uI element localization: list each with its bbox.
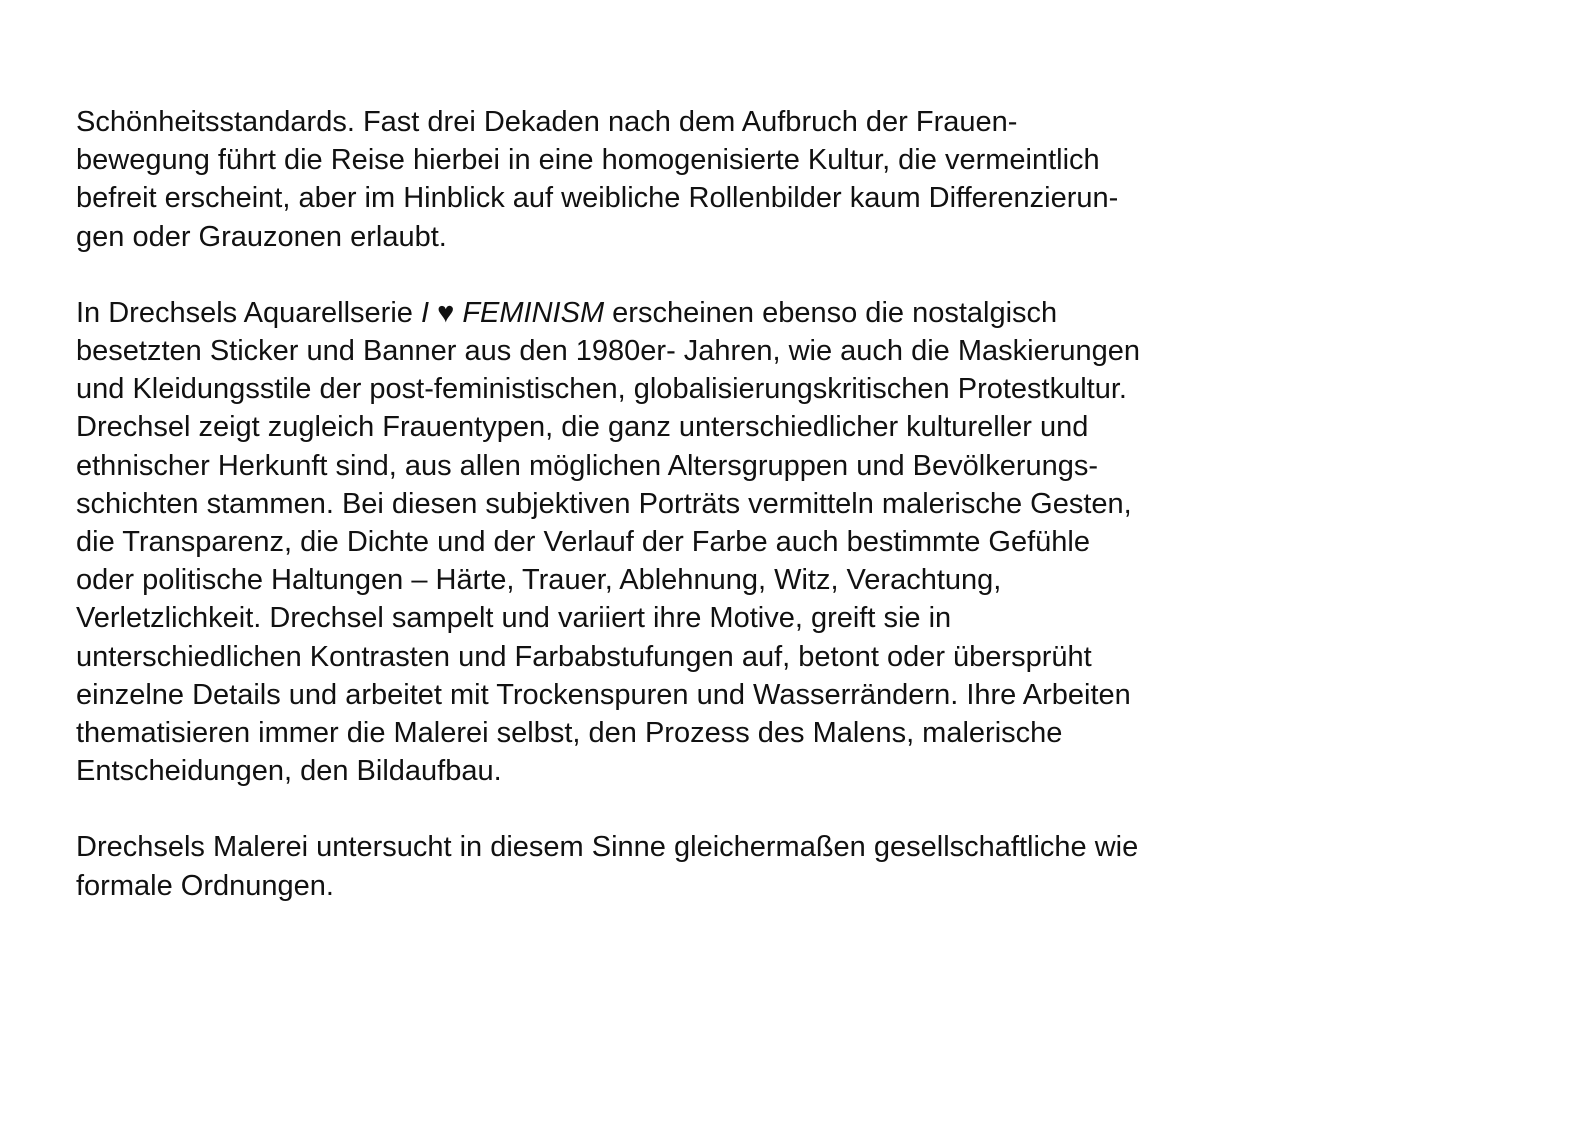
paragraph-spacer xyxy=(76,256,1276,294)
document-page xyxy=(76,103,1276,905)
paragraph-spacer xyxy=(76,790,1276,828)
text-line: einzelne Details und arbeitet mit Trockenspuren und Wasserrändern. Ihre Arbeiten xyxy=(76,678,1131,711)
paragraph-1 xyxy=(76,103,1276,256)
paragraph-2 xyxy=(76,294,1276,791)
paragraph-3 xyxy=(76,828,1276,904)
text-segment: In Drechsels Aquarellserie xyxy=(76,296,421,329)
text-line: Schönheitsstandards. Fast drei Dekaden nach dem Aufbruch der Frauen- xyxy=(76,106,1018,138)
text-line: formale Ordnungen. xyxy=(76,869,334,902)
text-line: Drechsels Malerei untersucht in diesem Sinne gleichermaßen gesellschaftliche wie xyxy=(76,831,1139,864)
artwork-series-title: I ♥ FEMINISM xyxy=(420,296,605,329)
text-line: gen oder Grauzonen erlaubt. xyxy=(76,220,447,253)
text-segment: erscheinen ebenso die nostalgisch xyxy=(604,296,1058,329)
text-line: bewegung führt die Reise hierbei in eine homogenisierte Kultur, die vermeintlich xyxy=(76,144,1100,177)
text-line-with-title xyxy=(76,294,1276,332)
text-line: und Kleidungsstile der post-feministischen, globalisierungskritischen Protestkultur. xyxy=(76,373,1127,406)
text-line: oder politische Haltungen – Härte, Trauer, Ablehnung, Witz, Verachtung, xyxy=(76,564,1002,597)
text-line: Drechsel zeigt zugleich Frauentypen, die ganz unterschiedlicher kultureller und xyxy=(76,411,1089,444)
text-line: Verletzlichkeit. Drechsel sampelt und variiert ihre Motive, greift sie in xyxy=(76,602,952,635)
text-line: die Transparenz, die Dichte und der Verlauf der Farbe auch bestimmte Gefühle xyxy=(76,526,1090,559)
text-line: schichten stammen. Bei diesen subjektiven Porträts vermitteln malerische Gesten, xyxy=(76,487,1132,520)
text-line: thematisieren immer die Malerei selbst, den Prozess des Malens, malerische xyxy=(76,717,1063,750)
text-line: Entscheidungen, den Bildaufbau. xyxy=(76,755,502,788)
text-line: besetzten Sticker und Banner aus den 1980er- Jahren, wie auch die Maskierungen xyxy=(76,335,1140,368)
text-line: ethnischer Herkunft sind, aus allen möglichen Altersgruppen und Bevölkerungs- xyxy=(76,449,1099,482)
text-line: unterschiedlichen Kontrasten und Farbabstufungen auf, betont oder übersprüht xyxy=(76,640,1092,673)
text-line: befreit erscheint, aber im Hinblick auf weibliche Rollenbilder kaum Differenzierun- xyxy=(76,182,1119,215)
